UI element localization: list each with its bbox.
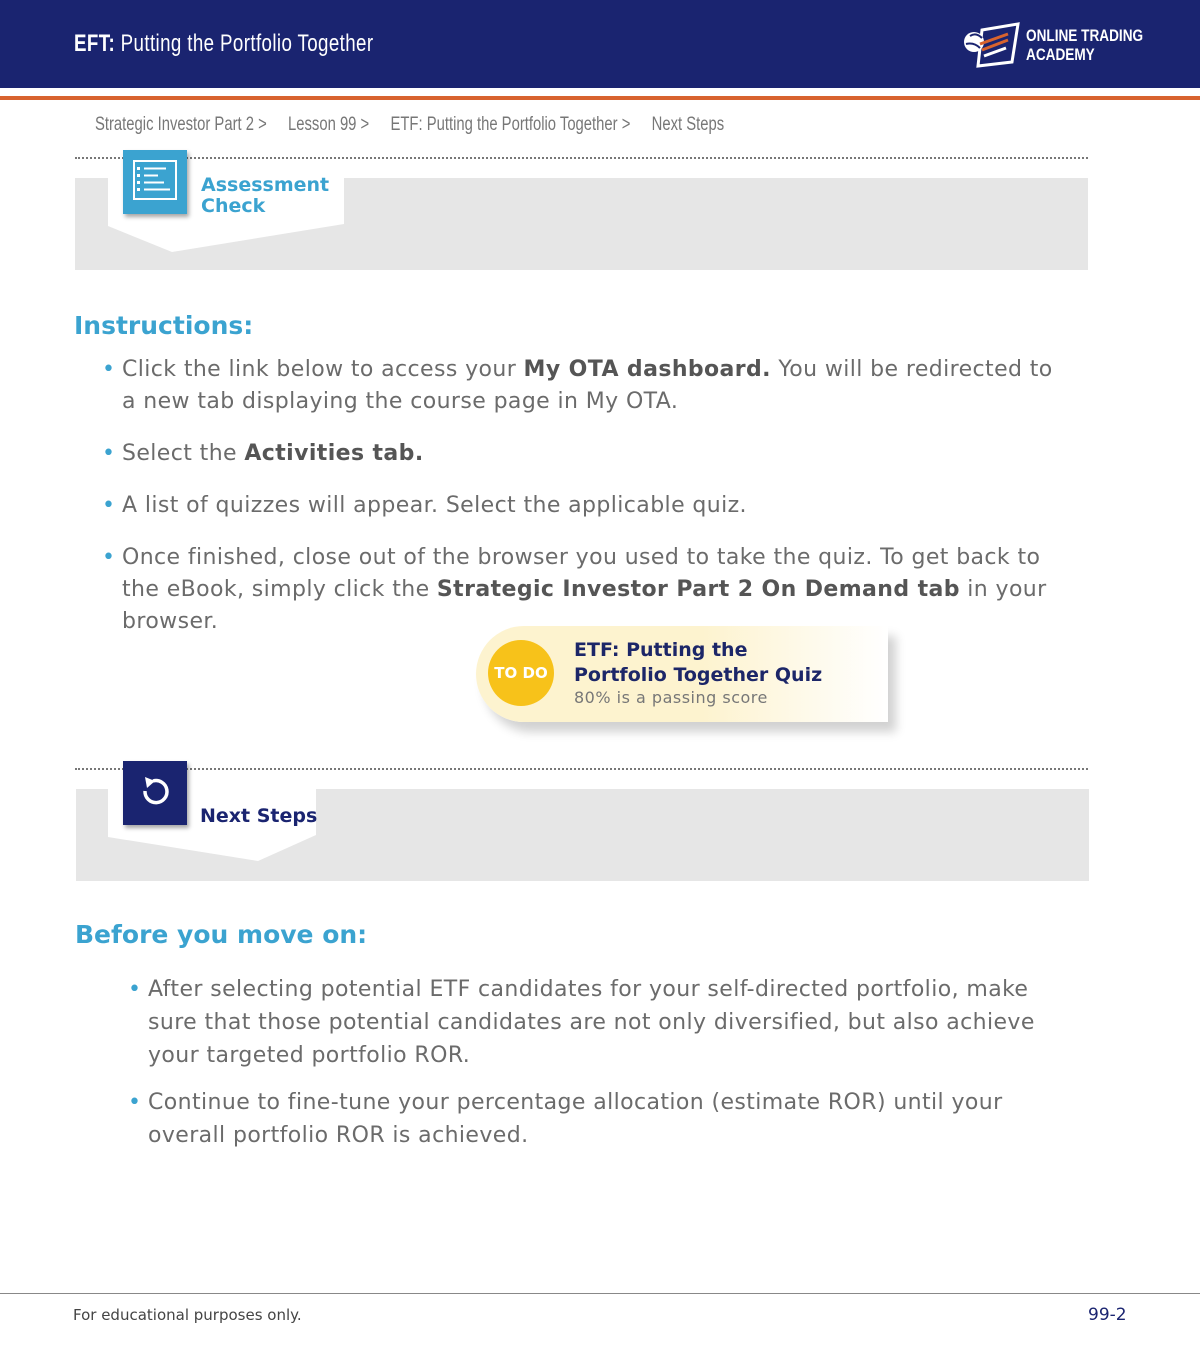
quiz-card[interactable] xyxy=(476,626,888,722)
before-move-on-item: • Continue to fine-tune your percentage allocation (estimate ROR) until your overall portfolio ROR is achieved. xyxy=(148,1086,1058,1152)
footer-rule xyxy=(0,1293,1200,1294)
assessment-label-line-2: Check xyxy=(201,195,266,217)
next-steps-icon-box xyxy=(123,761,187,825)
ota-logo-text xyxy=(1026,26,1143,64)
dashboard-link[interactable]: My OTA dashboard. xyxy=(523,357,771,382)
quiz-title xyxy=(574,638,822,688)
ota-logo xyxy=(960,22,1144,68)
assessment-label-line-1: Assessment xyxy=(201,174,330,196)
page-number: 99-2 xyxy=(1088,1305,1127,1325)
instruction-item: • Select the Activities tab. xyxy=(122,438,1072,470)
header-title-prefix: EFT: xyxy=(74,30,116,57)
before-move-on-heading: Before you move on: xyxy=(75,920,368,949)
assessment-label xyxy=(201,175,329,217)
before-move-on-item: • After selecting potential ETF candidates for your self-directed portfolio, make sure that those potential candidates are not only diversified, but also achieve your targeted portfolio ROR. xyxy=(148,973,1058,1072)
section-divider xyxy=(75,157,1088,159)
header-orange-rule xyxy=(0,96,1200,100)
breadcrumb-current: Next Steps xyxy=(651,114,725,135)
quiz-title-line-1: ETF: Putting the xyxy=(574,639,748,661)
instruction-item: • Click the link below to access your My OTA dashboard. You will be redirected to a new tab displaying the course page in My OTA. xyxy=(122,354,1072,418)
instruction-item: • Once finished, close out of the browser you used to take the quiz. To get back to the eBook, simply click the Strategic Investor Part 2 On Demand tab in your browser. xyxy=(122,542,1072,638)
next-steps-label: Next Steps xyxy=(200,805,318,827)
refresh-icon xyxy=(123,761,187,825)
instructions-heading: Instructions: xyxy=(74,311,254,340)
instruction-item: • A list of quizzes will appear. Select the applicable quiz. xyxy=(122,490,1072,522)
quiz-passing-score: 80% is a passing score xyxy=(574,688,768,707)
breadcrumb xyxy=(95,114,741,136)
ota-logo-icon xyxy=(960,22,1022,68)
quiz-title-line-2: Portfolio Together Quiz xyxy=(574,664,823,686)
checklist-icon xyxy=(123,150,187,214)
header-title xyxy=(74,30,373,58)
todo-badge: TO DO xyxy=(488,640,554,706)
breadcrumb-course[interactable]: Strategic Investor Part 2 > xyxy=(95,114,267,135)
breadcrumb-topic[interactable]: ETF: Putting the Portfolio Together > xyxy=(390,114,631,135)
logo-line-2: ACADEMY xyxy=(1026,45,1095,64)
section-divider xyxy=(75,768,1088,770)
footer-disclaimer: For educational purposes only. xyxy=(73,1306,302,1324)
header-title-text: Putting the Portfolio Together xyxy=(115,30,374,57)
page-header xyxy=(0,0,1200,88)
before-move-on-list xyxy=(148,973,1058,1152)
logo-line-1: ONLINE TRADING xyxy=(1026,26,1144,45)
instructions-list xyxy=(122,354,1072,638)
assessment-icon-box xyxy=(123,150,187,214)
breadcrumb-lesson[interactable]: Lesson 99 > xyxy=(288,114,370,135)
